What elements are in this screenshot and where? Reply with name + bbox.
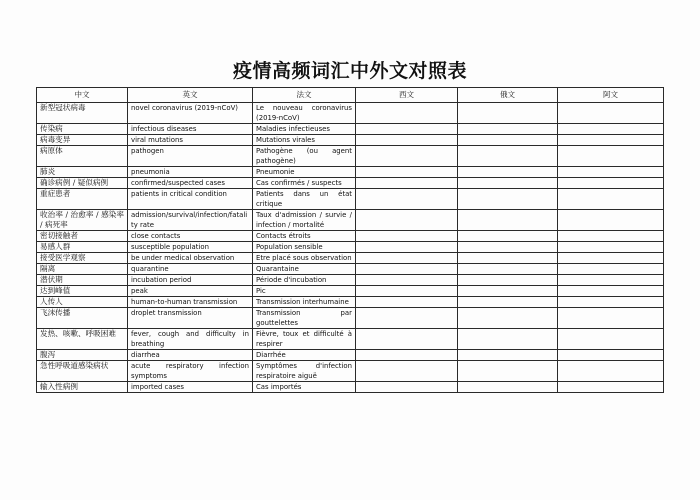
table-row — [37, 286, 664, 297]
cell-english-term: imported cases — [128, 382, 253, 393]
cell-english-term: pneumonia — [128, 167, 253, 178]
cell-english-term: quarantine — [128, 264, 253, 275]
column-header-russian: 俄文 — [458, 88, 558, 103]
table-row — [37, 350, 664, 361]
cell-chinese-term: 病毒变异 — [37, 135, 128, 146]
cell-arabic-term — [558, 210, 664, 231]
table-row — [37, 329, 664, 350]
cell-arabic-term — [558, 167, 664, 178]
cell-chinese-term: 飞沫传播 — [37, 308, 128, 329]
cell-chinese-term: 肺炎 — [37, 167, 128, 178]
cell-spanish-term — [356, 189, 458, 210]
cell-chinese-term: 接受医学观察 — [37, 253, 128, 264]
cell-chinese-term: 急性呼吸道感染病状 — [37, 361, 128, 382]
cell-arabic-term — [558, 350, 664, 361]
cell-chinese-term: 输入性病例 — [37, 382, 128, 393]
cell-russian-term — [458, 275, 558, 286]
cell-french-term: Mutations virales — [253, 135, 356, 146]
cell-spanish-term — [356, 242, 458, 253]
cell-french-term: Contacts étroits — [253, 231, 356, 242]
cell-english-term: incubation period — [128, 275, 253, 286]
cell-chinese-term: 隔离 — [37, 264, 128, 275]
cell-english-term: droplet transmission — [128, 308, 253, 329]
table-row — [37, 167, 664, 178]
cell-french-term: Cas importés — [253, 382, 356, 393]
cell-spanish-term — [356, 124, 458, 135]
cell-french-term: Symptômes d'infection respiratoire aiguë — [253, 361, 356, 382]
cell-chinese-term: 重症患者 — [37, 189, 128, 210]
cell-french-term: Pic — [253, 286, 356, 297]
cell-russian-term — [458, 297, 558, 308]
cell-russian-term — [458, 350, 558, 361]
cell-english-term: be under medical observation — [128, 253, 253, 264]
table-row — [37, 361, 664, 382]
cell-arabic-term — [558, 146, 664, 167]
cell-arabic-term — [558, 308, 664, 329]
cell-russian-term — [458, 210, 558, 231]
glossary-table — [36, 87, 664, 393]
cell-spanish-term — [356, 253, 458, 264]
cell-spanish-term — [356, 167, 458, 178]
cell-russian-term — [458, 308, 558, 329]
cell-arabic-term — [558, 297, 664, 308]
cell-spanish-term — [356, 382, 458, 393]
column-header-french: 法文 — [253, 88, 356, 103]
column-header-spanish: 西文 — [356, 88, 458, 103]
cell-english-term: susceptible population — [128, 242, 253, 253]
cell-spanish-term — [356, 178, 458, 189]
table-row — [37, 242, 664, 253]
cell-french-term: Diarrhée — [253, 350, 356, 361]
cell-russian-term — [458, 329, 558, 350]
cell-french-term: Etre placé sous observation — [253, 253, 356, 264]
cell-spanish-term — [356, 146, 458, 167]
cell-russian-term — [458, 361, 558, 382]
cell-english-term: fever, cough and difficulty in breathing — [128, 329, 253, 350]
cell-arabic-term — [558, 124, 664, 135]
cell-chinese-term: 易感人群 — [37, 242, 128, 253]
cell-russian-term — [458, 178, 558, 189]
table-row — [37, 210, 664, 231]
table-row — [37, 178, 664, 189]
cell-russian-term — [458, 253, 558, 264]
cell-french-term: Pathogène (ou agent pathogène) — [253, 146, 356, 167]
cell-english-term: acute respiratory infection symptoms — [128, 361, 253, 382]
table-row — [37, 124, 664, 135]
cell-english-term: confirmed/suspected cases — [128, 178, 253, 189]
table-row — [37, 103, 664, 124]
header-row — [37, 88, 664, 103]
column-header-chinese: 中文 — [37, 88, 128, 103]
table-row — [37, 231, 664, 242]
table-row — [37, 264, 664, 275]
cell-english-term: peak — [128, 286, 253, 297]
column-header-english: 英文 — [128, 88, 253, 103]
cell-chinese-term: 病原体 — [37, 146, 128, 167]
document-title: 疫情高频词汇中外文对照表 — [232, 60, 467, 82]
cell-english-term: diarrhea — [128, 350, 253, 361]
cell-chinese-term: 密切接触者 — [37, 231, 128, 242]
cell-french-term: Population sensible — [253, 242, 356, 253]
cell-english-term: infectious diseases — [128, 124, 253, 135]
cell-arabic-term — [558, 103, 664, 124]
cell-chinese-term: 收治率 / 治愈率 / 感染率 / 病死率 — [37, 210, 128, 231]
cell-arabic-term — [558, 286, 664, 297]
cell-chinese-term: 发热、咳嗽、呼吸困难 — [37, 329, 128, 350]
cell-english-term: human-to-human transmission — [128, 297, 253, 308]
cell-arabic-term — [558, 253, 664, 264]
cell-french-term: Patients dans un état critique — [253, 189, 356, 210]
cell-russian-term — [458, 286, 558, 297]
cell-arabic-term — [558, 361, 664, 382]
cell-arabic-term — [558, 275, 664, 286]
cell-arabic-term — [558, 231, 664, 242]
cell-arabic-term — [558, 135, 664, 146]
cell-arabic-term — [558, 189, 664, 210]
cell-english-term: pathogen — [128, 146, 253, 167]
cell-chinese-term: 腹泻 — [37, 350, 128, 361]
cell-russian-term — [458, 167, 558, 178]
cell-french-term: Cas confirmés / suspects — [253, 178, 356, 189]
cell-russian-term — [458, 242, 558, 253]
cell-spanish-term — [356, 231, 458, 242]
cell-french-term: Quarantaine — [253, 264, 356, 275]
table-row — [37, 308, 664, 329]
cell-arabic-term — [558, 329, 664, 350]
cell-russian-term — [458, 103, 558, 124]
cell-spanish-term — [356, 329, 458, 350]
cell-spanish-term — [356, 297, 458, 308]
table-row — [37, 275, 664, 286]
cell-spanish-term — [356, 210, 458, 231]
cell-spanish-term — [356, 103, 458, 124]
cell-arabic-term — [558, 382, 664, 393]
cell-arabic-term — [558, 264, 664, 275]
cell-french-term: Transmission interhumaine — [253, 297, 356, 308]
cell-russian-term — [458, 124, 558, 135]
cell-english-term: viral mutations — [128, 135, 253, 146]
cell-english-term: patients in critical condition — [128, 189, 253, 210]
cell-chinese-term: 人传人 — [37, 297, 128, 308]
cell-chinese-term: 确诊病例 / 疑似病例 — [37, 178, 128, 189]
cell-chinese-term: 新型冠状病毒 — [37, 103, 128, 124]
cell-russian-term — [458, 189, 558, 210]
cell-english-term: close contacts — [128, 231, 253, 242]
cell-english-term: novel coronavirus (2019-nCoV) — [128, 103, 253, 124]
table-row — [37, 297, 664, 308]
cell-spanish-term — [356, 264, 458, 275]
cell-french-term: Pneumonie — [253, 167, 356, 178]
cell-spanish-term — [356, 361, 458, 382]
cell-arabic-term — [558, 242, 664, 253]
cell-spanish-term — [356, 135, 458, 146]
cell-french-term: Fièvre, toux et difficulté à respirer — [253, 329, 356, 350]
column-header-arabic: 阿文 — [558, 88, 664, 103]
table-row — [37, 146, 664, 167]
cell-russian-term — [458, 382, 558, 393]
cell-russian-term — [458, 135, 558, 146]
cell-chinese-term: 达到峰值 — [37, 286, 128, 297]
cell-english-term: admission/survival/infection/fatality rate — [128, 210, 253, 231]
cell-spanish-term — [356, 286, 458, 297]
cell-russian-term — [458, 146, 558, 167]
cell-french-term: Taux d'admission / survie / infection / mortalité — [253, 210, 356, 231]
cell-french-term: Le nouveau coronavirus (2019-nCoV) — [253, 103, 356, 124]
cell-french-term: Période d'incubation — [253, 275, 356, 286]
cell-french-term: Transmission par gouttelettes — [253, 308, 356, 329]
cell-french-term: Maladies infectieuses — [253, 124, 356, 135]
cell-russian-term — [458, 231, 558, 242]
table-row — [37, 253, 664, 264]
table-row — [37, 189, 664, 210]
cell-spanish-term — [356, 308, 458, 329]
cell-chinese-term: 传染病 — [37, 124, 128, 135]
cell-arabic-term — [558, 178, 664, 189]
table-row — [37, 135, 664, 146]
cell-chinese-term: 潜伏期 — [37, 275, 128, 286]
table-row — [37, 382, 664, 393]
cell-spanish-term — [356, 275, 458, 286]
cell-russian-term — [458, 264, 558, 275]
cell-spanish-term — [356, 350, 458, 361]
